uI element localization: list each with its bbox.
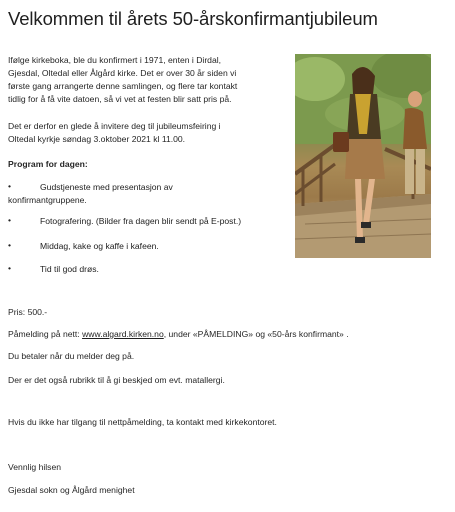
- greeting-text: Vennlig hilsen: [8, 462, 62, 472]
- intro-line: Ifølge kirkeboka, ble du konfirmert i 1971, enten i Dirdal,: [8, 55, 222, 65]
- price-text: Pris: 500.-: [8, 307, 48, 317]
- list-item-continuation: konfirmantgruppene.: [8, 195, 87, 205]
- signup-link[interactable]: www.algard.kirken.no: [82, 329, 164, 339]
- list-item: Fotografering. (Bilder fra dagen blir sendt på E-post.): [40, 216, 242, 226]
- signup-suffix: , under «PÅMELDING» og «50-års konfirmant» .: [163, 329, 349, 339]
- allergy-text: Der er det også rubrikk til å gi beskjed om evt. matallergi.: [8, 375, 225, 385]
- photo-1971-couple: [295, 54, 431, 258]
- bullet-icon: •: [8, 240, 12, 250]
- payment-text: Du betaler når du melder deg på.: [8, 351, 135, 361]
- list-item: Tid til god drøs.: [40, 264, 99, 274]
- signup-line: [8, 328, 349, 341]
- list-item: Gudstjeneste med presentasjon av: [40, 182, 173, 192]
- page-title: Velkommen til årets 50-årskonfirmantjubileum: [8, 8, 378, 29]
- photo-illustration: [295, 54, 431, 258]
- invite-line: Det er derfor en glede å invitere deg til jubileumsfeiring i: [8, 121, 221, 131]
- bullet-icon: •: [8, 181, 12, 191]
- signature-text: Gjesdal sokn og Ålgård menighet: [8, 485, 135, 495]
- list-item: Middag, kake og kaffe i kafeen.: [40, 241, 159, 251]
- bullet-icon: •: [8, 215, 12, 225]
- bullet-icon: •: [8, 263, 12, 273]
- signup-prefix: Påmelding på nett:: [8, 329, 83, 339]
- intro-line: tidlig for å få vite datoen, så vi vet at festen blir satt pris på.: [8, 94, 232, 104]
- no-access-text: Hvis du ikke har tilgang til nettpåmelding, ta kontakt med kirkekontoret.: [8, 417, 277, 427]
- invite-line: Oltedal kyrkje søndag 3.oktober 2021 kl 11.00.: [8, 134, 186, 144]
- intro-line: Gjesdal, Oltedal eller Ålgård kirke. Det er over 30 år siden vi: [8, 68, 237, 78]
- intro-line: første gang arrangerte denne samlingen, og flere tar kontakt: [8, 81, 238, 91]
- program-heading: Program for dagen:: [8, 159, 88, 169]
